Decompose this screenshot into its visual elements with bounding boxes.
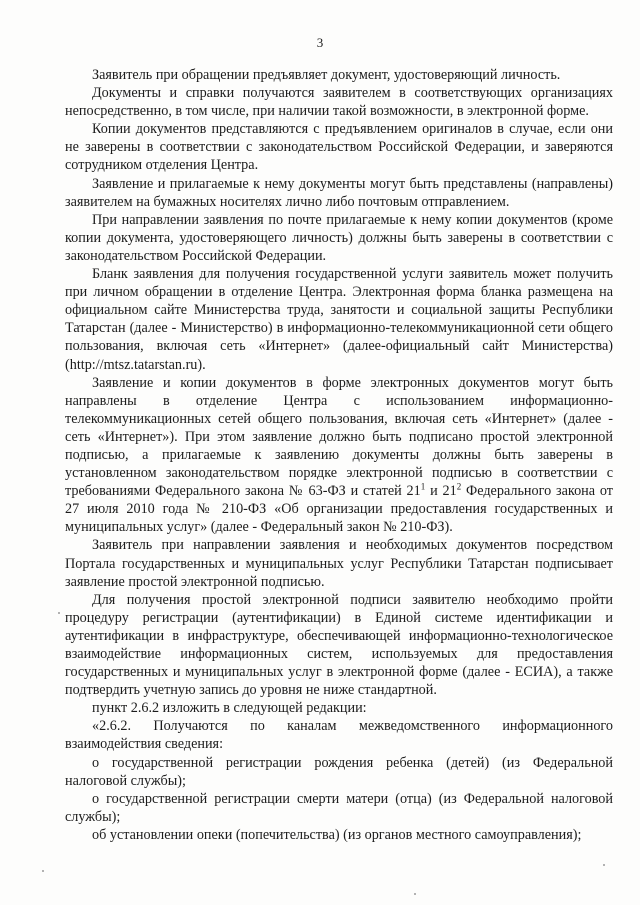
list-item-birth-registration: о государственной регистрации рождения ребенка (детей) (из Федеральной налоговой службы); (65, 754, 613, 789)
paragraph-portal-signature: Заявитель при направлении заявления и необходимых документов посредством Портала государственных и муниципальных услуг Республики Татарстан подписывает заявление простой электронной подписью. (65, 537, 613, 590)
paragraph-submission-methods: Заявление и прилагаемые к нему документы могут быть представлены (направлены) заявителем на бумажных носителях лично либо почтовым отправлением. (65, 175, 613, 210)
scan-speck (42, 870, 44, 872)
paragraph-electronic-submission (65, 374, 613, 537)
scan-speck (414, 893, 416, 895)
scan-speck (603, 864, 605, 866)
paragraph-document-copies: Копии документов представляются с предъявлением оригиналов в случае, если они не заверены в соответствии с законодательством Российской Федерации, и заверяются сотрудником отделения Центра. (65, 121, 613, 174)
paragraph-documents-obtained: Документы и справки получаются заявителем в соответствующих организациях непосредственно, в том числе, при наличии такой возможности, в электронной форме. (65, 85, 613, 120)
paragraph-esia-registration: Для получения простой электронной подписи заявителю необходимо пройти процедуру регистрации (аутентификации) в Единой системе идентификации и аутентификации в инфраструктуре, обеспечивающей информационно-технологическое взаимодействие информационных систем, используемых для предоставления государственных и муниципальных услуг в электронной форме (далее - ЕСИА), а также подтвердить учетную запись до уровня не ниже стандартной. (65, 591, 613, 699)
electronic-submission-text-3: Федерального закона от 27 июля 2010 года № 210-ФЗ «Об организации предоставления государственных и муниципальных услуг» (далее - Федеральный закон № 210-ФЗ). (65, 483, 613, 536)
paragraph-clause-amendment: пункт 2.6.2 изложить в следующей редакции: (92, 700, 367, 717)
page-number: 3 (316, 35, 324, 50)
electronic-submission-text-2: и 21 (425, 483, 457, 500)
list-item-guardianship: об установлении опеки (попечительства) (из органов местного самоуправления); (92, 826, 582, 843)
list-item-death-registration: о государственной регистрации смерти матери (отца) (из Федеральной налоговой службы); (65, 790, 613, 825)
paragraph-clause-2-6-2: «2.6.2. Получаются по каналам межведомственного информационного взаимодействия сведения: (65, 718, 613, 753)
article-superscript-1: 1 (420, 481, 426, 492)
paragraph-postal-submission: При направлении заявления по почте прилагаемые к нему копии документов (кроме копии документа, удостоверяющего личность) должны быть заверены в соответствии с законодательством Российской Федерации. (65, 211, 613, 264)
article-superscript-2: 2 (456, 481, 462, 492)
paragraph-identity-document: Заявитель при обращении предъявляет документ, удостоверяющий личность. (92, 67, 561, 83)
document-body (65, 66, 613, 844)
scan-speck (58, 612, 60, 614)
electronic-submission-text-1: Заявление и копии документов в форме электронных документов могут быть направлены в отделение Центра с использованием информационно-телекоммуникационных сетей общего пользования, включая сеть «Интернет» (далее - сеть «Интернет»). При этом заявление должно быть подписано простой электронной подписью, а прилагаемые к заявлению документы должны быть заверены в установленном законодательством порядке электронной подписью в соответствии с требованиями Федерального закона № 63-ФЗ и статей 21 (65, 374, 613, 500)
paragraph-application-form: Бланк заявления для получения государственной услуги заявитель может получить при личном обращении в отделение Центра. Электронная форма бланка размещена на официальном сайте Министерства труда, занятости и социальной защиты Республики Татарстан (далее - Министерство) в информационно-телекоммуникационной сети общего пользования, включая сеть «Интернет» (далее-официальный сайт Министерства) (http://mtsz.tatarstan.ru). (65, 266, 613, 373)
